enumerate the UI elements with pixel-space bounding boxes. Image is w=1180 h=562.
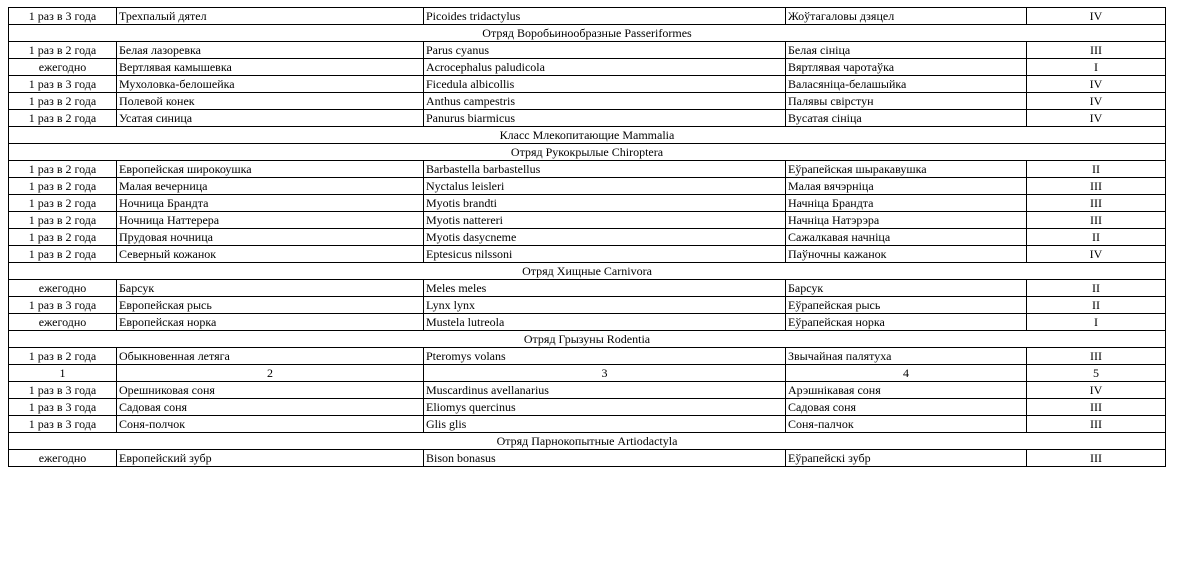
frequency-cell: 1 раз в 2 года [9,42,117,59]
category-cell: III [1027,178,1166,195]
latin-name-cell: Parus cyanus [424,42,786,59]
table-row [9,161,1166,178]
table-row [9,93,1166,110]
table-row [9,8,1166,25]
column-number-cell: 5 [1027,365,1166,382]
belarusian-name-cell: Барсук [786,280,1027,297]
latin-name-cell: Eptesicus nilssoni [424,246,786,263]
column-number-cell: 4 [786,365,1027,382]
russian-name-cell: Белая лазоревка [117,42,424,59]
section-title: Отряд Воробьинообразные Passeriformes [9,25,1166,42]
latin-name-cell: Acrocephalus paludicola [424,59,786,76]
frequency-cell: 1 раз в 3 года [9,8,117,25]
russian-name-cell: Орешниковая соня [117,382,424,399]
belarusian-name-cell: Еўрапейская шыракавушка [786,161,1027,178]
section-header-row [9,144,1166,161]
belarusian-name-cell: Палявы свірстун [786,93,1027,110]
column-number-cell: 2 [117,365,424,382]
frequency-cell: ежегодно [9,450,117,467]
column-number-cell: 3 [424,365,786,382]
category-cell: III [1027,348,1166,365]
russian-name-cell: Вертлявая камышевка [117,59,424,76]
table-row [9,246,1166,263]
russian-name-cell: Прудовая ночница [117,229,424,246]
belarusian-name-cell: Звычайная палятуха [786,348,1027,365]
belarusian-name-cell: Еўрапейская рысь [786,297,1027,314]
table-row [9,297,1166,314]
latin-name-cell: Nyctalus leisleri [424,178,786,195]
column-number-cell: 1 [9,365,117,382]
table-row [9,178,1166,195]
belarusian-name-cell: Сажалкавая начніца [786,229,1027,246]
section-title: Отряд Парнокопытные Artiodactyla [9,433,1166,450]
frequency-cell: ежегодно [9,59,117,76]
category-cell: III [1027,450,1166,467]
latin-name-cell: Myotis dasycneme [424,229,786,246]
table-row [9,110,1166,127]
russian-name-cell: Усатая синица [117,110,424,127]
latin-name-cell: Meles meles [424,280,786,297]
russian-name-cell: Европейская норка [117,314,424,331]
section-title: Отряд Рукокрылые Chiroptera [9,144,1166,161]
russian-name-cell: Садовая соня [117,399,424,416]
category-cell: IV [1027,110,1166,127]
belarusian-name-cell: Паўночны кажанок [786,246,1027,263]
latin-name-cell: Mustela lutreola [424,314,786,331]
russian-name-cell: Трехпалый дятел [117,8,424,25]
frequency-cell: ежегодно [9,314,117,331]
table-row [9,212,1166,229]
species-table-body [9,8,1166,467]
frequency-cell: 1 раз в 3 года [9,76,117,93]
belarusian-name-cell: Начніца Натэрэра [786,212,1027,229]
latin-name-cell: Muscardinus avellanarius [424,382,786,399]
category-cell: IV [1027,246,1166,263]
section-header-row [9,25,1166,42]
russian-name-cell: Малая вечерница [117,178,424,195]
section-header-row [9,433,1166,450]
frequency-cell: 1 раз в 3 года [9,297,117,314]
frequency-cell: 1 раз в 3 года [9,399,117,416]
belarusian-name-cell: Малая вячэрніца [786,178,1027,195]
section-header-row [9,127,1166,144]
latin-name-cell: Myotis nattereri [424,212,786,229]
column-number-row [9,365,1166,382]
frequency-cell: 1 раз в 3 года [9,382,117,399]
frequency-cell: 1 раз в 2 года [9,93,117,110]
table-row [9,280,1166,297]
category-cell: II [1027,297,1166,314]
category-cell: I [1027,59,1166,76]
russian-name-cell: Европейская широкоушка [117,161,424,178]
table-row [9,399,1166,416]
belarusian-name-cell: Арэшнікавая соня [786,382,1027,399]
belarusian-name-cell: Еўрапейскі зубр [786,450,1027,467]
frequency-cell: 1 раз в 3 года [9,416,117,433]
belarusian-name-cell: Белая сініца [786,42,1027,59]
species-table [8,7,1166,467]
frequency-cell: 1 раз в 2 года [9,178,117,195]
table-row [9,314,1166,331]
table-row [9,416,1166,433]
table-row [9,450,1166,467]
russian-name-cell: Ночница Наттерера [117,212,424,229]
russian-name-cell: Европейская рысь [117,297,424,314]
section-title: Отряд Грызуны Rodentia [9,331,1166,348]
section-header-row [9,331,1166,348]
table-row [9,42,1166,59]
belarusian-name-cell: Начніца Брандта [786,195,1027,212]
table-row [9,382,1166,399]
frequency-cell: 1 раз в 2 года [9,212,117,229]
frequency-cell: 1 раз в 2 года [9,348,117,365]
category-cell: IV [1027,93,1166,110]
belarusian-name-cell: Вяртлявая чаротаўка [786,59,1027,76]
category-cell: II [1027,280,1166,297]
belarusian-name-cell: Еўрапейская норка [786,314,1027,331]
latin-name-cell: Picoides tridactylus [424,8,786,25]
latin-name-cell: Barbastella barbastellus [424,161,786,178]
russian-name-cell: Европейский зубр [117,450,424,467]
category-cell: III [1027,212,1166,229]
section-title: Класс Млекопитающие Mammalia [9,127,1166,144]
table-row [9,348,1166,365]
category-cell: III [1027,416,1166,433]
russian-name-cell: Соня-полчок [117,416,424,433]
table-row [9,229,1166,246]
latin-name-cell: Pteromys volans [424,348,786,365]
category-cell: IV [1027,8,1166,25]
belarusian-name-cell: Садовая соня [786,399,1027,416]
russian-name-cell: Ночница Брандта [117,195,424,212]
category-cell: II [1027,229,1166,246]
russian-name-cell: Обыкновенная летяга [117,348,424,365]
belarusian-name-cell: Вусатая сініца [786,110,1027,127]
table-row [9,195,1166,212]
frequency-cell: 1 раз в 2 года [9,246,117,263]
frequency-cell: 1 раз в 2 года [9,229,117,246]
latin-name-cell: Panurus biarmicus [424,110,786,127]
latin-name-cell: Ficedula albicollis [424,76,786,93]
category-cell: III [1027,42,1166,59]
category-cell: III [1027,399,1166,416]
russian-name-cell: Барсук [117,280,424,297]
russian-name-cell: Мухоловка-белошейка [117,76,424,93]
category-cell: I [1027,314,1166,331]
category-cell: IV [1027,76,1166,93]
category-cell: IV [1027,382,1166,399]
belarusian-name-cell: Соня-палчок [786,416,1027,433]
section-title: Отряд Хищные Carnivora [9,263,1166,280]
belarusian-name-cell: Валасяніца-белашыйка [786,76,1027,93]
frequency-cell: ежегодно [9,280,117,297]
latin-name-cell: Bison bonasus [424,450,786,467]
latin-name-cell: Eliomys quercinus [424,399,786,416]
russian-name-cell: Полевой конек [117,93,424,110]
russian-name-cell: Северный кожанок [117,246,424,263]
section-header-row [9,263,1166,280]
table-row [9,59,1166,76]
table-row [9,76,1166,93]
latin-name-cell: Anthus campestris [424,93,786,110]
latin-name-cell: Glis glis [424,416,786,433]
category-cell: III [1027,195,1166,212]
frequency-cell: 1 раз в 2 года [9,110,117,127]
frequency-cell: 1 раз в 2 года [9,195,117,212]
latin-name-cell: Lynx lynx [424,297,786,314]
frequency-cell: 1 раз в 2 года [9,161,117,178]
latin-name-cell: Myotis brandti [424,195,786,212]
belarusian-name-cell: Жоўтагаловы дзяцел [786,8,1027,25]
category-cell: II [1027,161,1166,178]
